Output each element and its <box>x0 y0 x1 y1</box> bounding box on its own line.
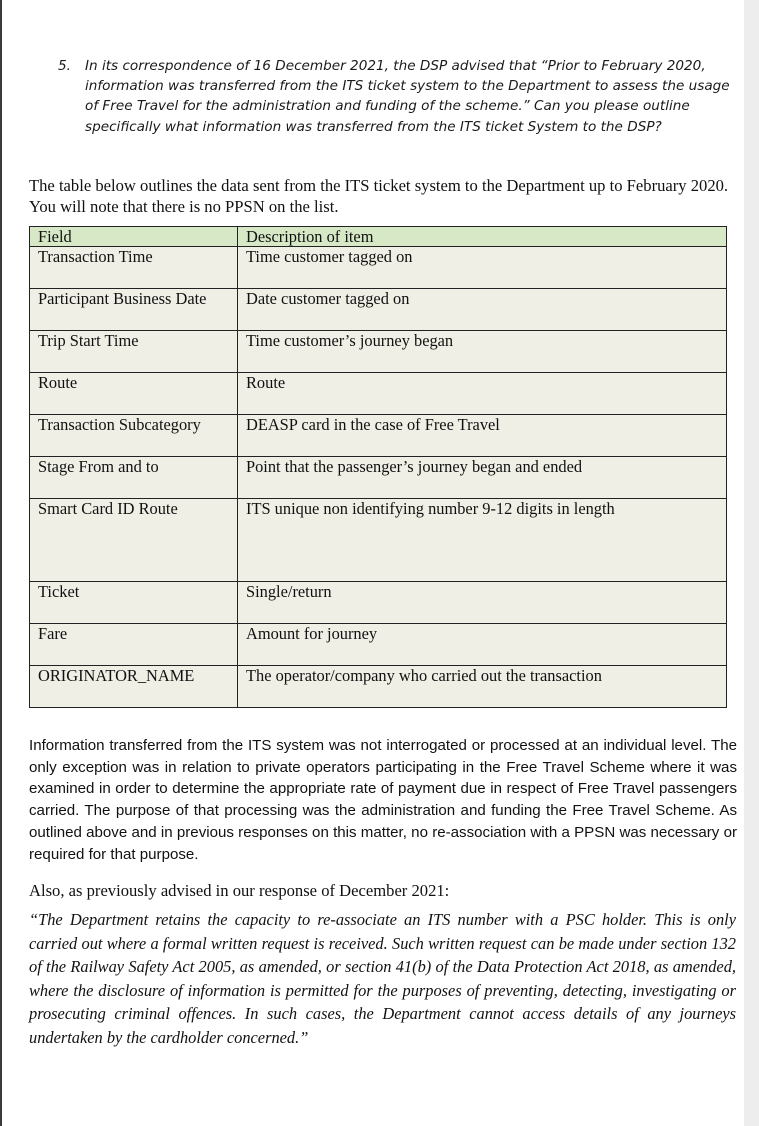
table-row <box>30 289 727 331</box>
table-cell-field: Transaction Subcategory <box>30 415 238 457</box>
question-text: In its correspondence of 16 December 2021, the DSP advised that “Prior to February 2020, information was transferred from the ITS ticket system to the Department to assess the usage of Free Travel for the administration and funding of the scheme.” Can you please outline specifically what information was transferred from the ITS ticket System to the DSP? <box>85 58 730 135</box>
its-data-table <box>29 226 727 708</box>
intro-paragraph: The table below outlines the data sent from the ITS ticket system to the Department up to February 2020. You will note that there is no PPSN on the list. <box>29 176 729 216</box>
table-row <box>30 331 727 373</box>
table-cell-field: Ticket <box>30 582 238 624</box>
table-row <box>30 457 727 499</box>
table-cell-field: Trip Start Time <box>30 331 238 373</box>
table-cell-description: Route <box>238 373 727 415</box>
table-cell-field: Transaction Time <box>30 247 238 289</box>
table-row <box>30 373 727 415</box>
table-header-row <box>30 227 727 247</box>
table-row <box>30 582 727 624</box>
viewer-edge <box>744 0 759 1126</box>
table-header-field: Field <box>30 227 238 247</box>
question-number: 5. <box>58 58 71 74</box>
table-row <box>30 499 727 582</box>
table-row <box>30 666 727 708</box>
table-cell-description: Date customer tagged on <box>238 289 727 331</box>
table-cell-description: Time customer tagged on <box>238 247 727 289</box>
table-cell-field: Fare <box>30 624 238 666</box>
also-advised-line: Also, as previously advised in our response of December 2021: <box>29 881 450 900</box>
table-row <box>30 624 727 666</box>
quoted-response: “The Department retains the capacity to re-associate an ITS number with a PSC holder. This is only carried out where a formal written request is received. Such written request can be made under section 132 of the Railway Safety Act 2005, as amended, or section 41(b) of the Data Protection Act 2018, as amended, where the disclosure of information is permitted for the purposes of preventing, detecting, investigating or prosecuting criminal offences. In such cases, the Department cannot access details of any journeys undertaken by the cardholder concerned.” <box>29 910 736 1047</box>
table-cell-field: Stage From and to <box>30 457 238 499</box>
table-cell-description: The operator/company who carried out the transaction <box>238 666 727 708</box>
table-cell-field: Smart Card ID Route <box>30 499 238 582</box>
table-cell-description: Point that the passenger’s journey began and ended <box>238 457 727 499</box>
table-header-description: Description of item <box>238 227 727 247</box>
table-cell-description: Single/return <box>238 582 727 624</box>
processing-paragraph: Information transferred from the ITS system was not interrogated or processed at an individual level. The only exception was in relation to private operators participating in the Free Travel Scheme where it was examined in order to determine the appropriate rate of payment due in respect of Free Travel passengers carried. The purpose of that processing was the administration and funding the Free Travel Scheme. As outlined above and in previous responses on this matter, no re-association with a PPSN was necessary or required for that purpose. <box>29 737 737 863</box>
table-cell-field: Route <box>30 373 238 415</box>
table-cell-description: DEASP card in the case of Free Travel <box>238 415 727 457</box>
question-block <box>58 56 738 137</box>
table-row <box>30 247 727 289</box>
table-cell-description: Time customer’s journey began <box>238 331 727 373</box>
table-row <box>30 415 727 457</box>
table-cell-description: ITS unique non identifying number 9-12 digits in length <box>238 499 727 582</box>
table-cell-field: ORIGINATOR_NAME <box>30 666 238 708</box>
table-cell-field: Participant Business Date <box>30 289 238 331</box>
table-cell-description: Amount for journey <box>238 624 727 666</box>
